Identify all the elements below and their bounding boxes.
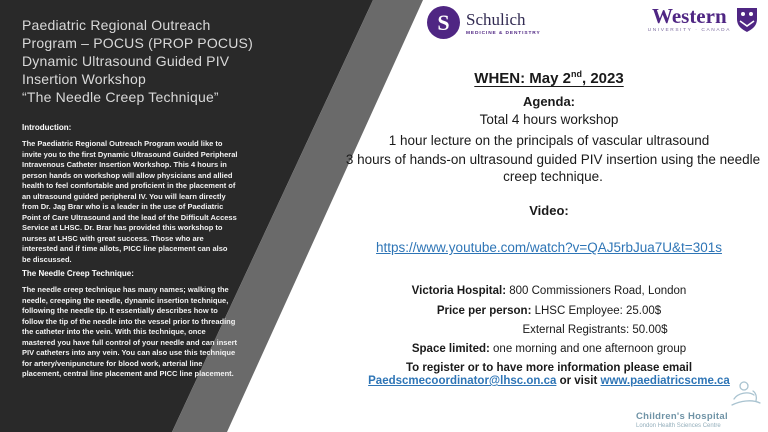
register-links-line	[330, 375, 768, 387]
title-line: Paediatric Regional Outreach	[22, 17, 211, 33]
video-link-row	[330, 240, 768, 255]
agenda-handson-line: 3 hours of hands-on ultrasound guided PIV insertion using the needle creep technique.	[345, 152, 761, 184]
youtube-link[interactable]: https://www.youtube.com/watch?v=QAJ5rbJua7U&t=301s	[376, 240, 722, 255]
video-heading: Video:	[529, 203, 569, 218]
introduction-paragraph: The Paediatric Regional Outreach Program would like to invite you to the first Dynamic Ultrasound Guided Peripheral Intravenous Catheter Insertion Workshop. This 4 hours in person hands on workshop will allow physicians and allied health to feel comfortable and proficient in the placement of an ultrasound guided peripheral IV. You will learn directly from Dr. Jag Brar who is a leader in the use of Paediatric Point of Care Ultrasound and the lead of the Difficult Access Service at LHSC. Dr. Brar has provided this workshop to nurses at LHSC with great success. Those who are interested and if time allots, PICC line placement can also be discussed.	[22, 139, 238, 264]
schulich-logo-icon: S	[427, 6, 460, 39]
external-registrants-line: External Registrants: 50.00$	[522, 324, 668, 336]
price-label: Price per person:	[436, 305, 532, 317]
western-crest-icon	[736, 7, 758, 33]
needle-creep-paragraph: The needle creep technique has many names; walking the needle, creeping the needle, dynamic insertion technique, following the needle tip. It essentially describes how to follow the tip of the needle into the vessel prior to threading the catheter into the vein. With this technique, once mastered you have full control of your needle and can insert PIV catheters into any vein. You can also use this technique for artery/venipuncture for blood work, arterial line placement, central line placement and PICC line placement.	[22, 285, 238, 378]
childrens-hospital-tagline: London Health Sciences Centre	[636, 423, 721, 429]
when-underlined	[474, 70, 623, 87]
childrens-hospital-wordmark: Children's Hospital	[636, 411, 728, 422]
or-visit-text: or visit	[556, 375, 601, 387]
location-line	[330, 285, 768, 297]
schulich-wordmark: Schulich	[466, 9, 526, 29]
western-logo-text	[648, 5, 731, 33]
western-tagline: UNIVERSITY · CANADA	[647, 28, 731, 33]
left-panel-content	[0, 0, 330, 432]
space-label: Space limited:	[411, 343, 490, 355]
event-details	[330, 0, 768, 432]
title-line: “The Needle Creep Technique”	[22, 89, 219, 105]
email-link[interactable]: Paedscmecoordinator@lhsc.on.ca	[368, 375, 557, 387]
when-text: WHEN: May 2	[474, 70, 571, 87]
price-line	[330, 305, 768, 317]
space-limited-line	[330, 343, 768, 355]
when-ordinal: nd	[570, 69, 582, 79]
schulich-logo-text	[466, 10, 541, 36]
website-link[interactable]: www.paediatricscme.ca	[600, 375, 730, 387]
childrens-hospital-logo	[636, 411, 760, 429]
location-label: Victoria Hospital:	[411, 285, 507, 297]
price-value: LHSC Employee: 25.00$	[531, 305, 662, 317]
schulich-logo	[427, 6, 541, 39]
when-year: , 2023	[581, 70, 624, 87]
introduction-heading: Introduction:	[22, 123, 72, 132]
western-logo	[648, 5, 758, 33]
space-value: one morning and one afternoon group	[489, 343, 687, 355]
title-line: Insertion Workshop	[22, 71, 146, 87]
when-line	[330, 69, 768, 87]
schulich-tagline: MEDICINE & DENTISTRY	[466, 30, 541, 36]
title-line: Dynamic Ultrasound Guided PIV	[22, 53, 230, 69]
childrens-hospital-sketch-icon	[720, 379, 762, 413]
register-info-line: To register or to have more information please email	[405, 362, 693, 374]
western-wordmark: Western	[651, 4, 727, 28]
needle-creep-heading: The Needle Creep Technique:	[22, 269, 134, 278]
slide-title	[22, 16, 312, 106]
location-value: 800 Commissioners Road, London	[506, 285, 687, 297]
title-line: Program – POCUS (PROP POCUS)	[22, 35, 253, 51]
agenda-heading: Agenda:	[523, 94, 575, 109]
agenda-lecture-line: 1 hour lecture on the principals of vascular ultrasound	[388, 133, 710, 148]
agenda-total-line: Total 4 hours workshop	[479, 112, 619, 127]
